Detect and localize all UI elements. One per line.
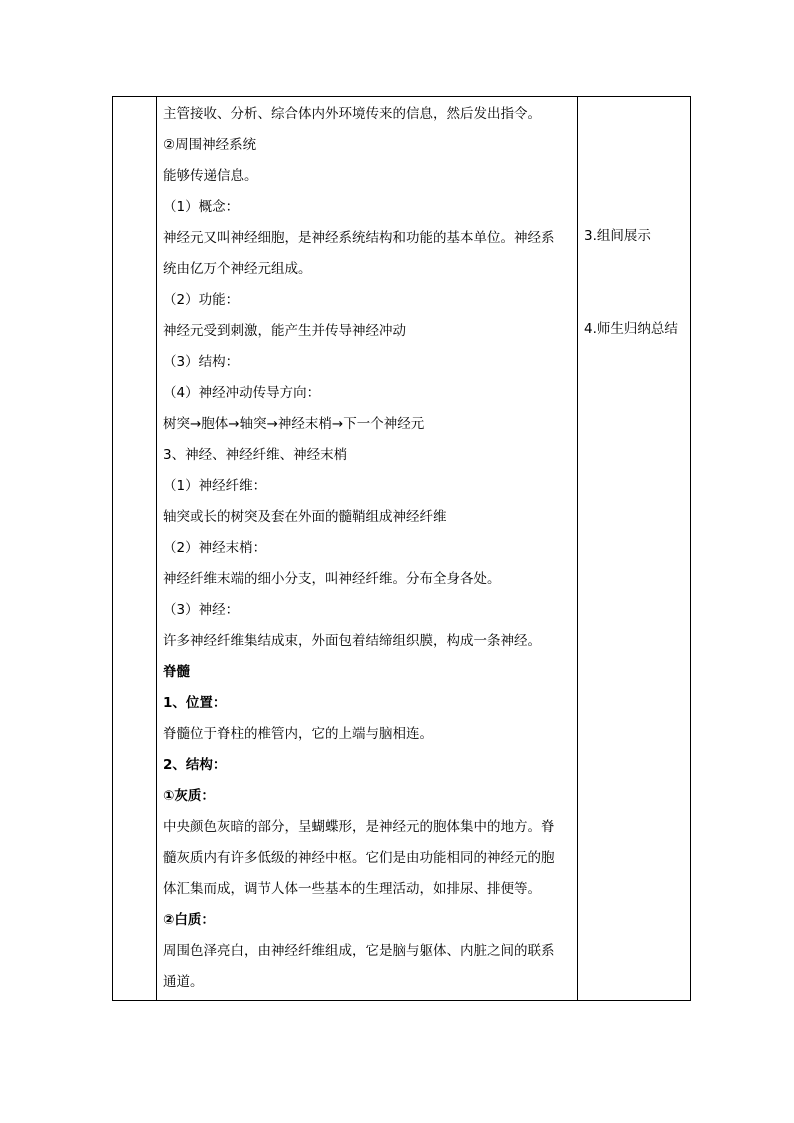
text-line: （1）神经纤维：	[163, 478, 267, 494]
left-column	[113, 97, 157, 1001]
text-line: 统由亿万个神经元组成。	[163, 261, 312, 277]
text-line: 体汇集而成，调节人体一些基本的生理活动，如排尿、排便等。	[163, 881, 541, 897]
text-line: ②周围神经系统	[163, 137, 257, 153]
text-line: 脊髓位于脊柱的椎管内，它的上端与脑相连。	[163, 726, 433, 742]
content-body	[157, 97, 577, 998]
text-line: 许多神经纤维集结成束，外面包着结缔组织膜，构成一条神经。	[163, 633, 541, 649]
text-line: 髓灰质内有许多低级的神经中枢。它们是由功能相同的神经元的胞	[163, 850, 555, 866]
text-line: 轴突或长的树突及套在外面的髓鞘组成神经纤维	[163, 509, 447, 525]
text-line: 通道。	[163, 974, 204, 990]
text-line: 主管接收、分析、综合体内外环境传来的信息，然后发出指令。	[163, 106, 541, 122]
text-line: （4）神经冲动传导方向：	[163, 385, 321, 401]
notes-column	[578, 97, 691, 1001]
notes-body	[578, 97, 690, 345]
text-line: 树突→胞体→轴突→神经末梢→下一个神经元	[163, 416, 425, 432]
text-line: 神经纤维末端的细小分支，叫神经纤维。分布全身各处。	[163, 571, 501, 587]
section-heading: ①灰质：	[163, 788, 215, 804]
section-heading: 脊髓	[163, 664, 190, 680]
lesson-table	[112, 96, 691, 1001]
text-line: 3、神经、神经纤维、神经末梢	[163, 447, 348, 463]
section-heading: ②白质：	[163, 912, 215, 928]
content-column	[157, 97, 578, 1001]
text-line: （3）结构：	[163, 354, 240, 370]
note-group-presentation: 3.组间展示	[584, 228, 651, 244]
text-line: （2）神经末梢：	[163, 540, 267, 556]
text-line: 周围色泽亮白，由神经纤维组成，它是脑与躯体、内脏之间的联系	[163, 943, 555, 959]
text-line: （1）概念：	[163, 199, 240, 215]
text-line: 中央颜色灰暗的部分，呈蝴蝶形，是神经元的胞体集中的地方。脊	[163, 819, 555, 835]
note-teacher-student-summary: 4.师生归纳总结	[584, 321, 678, 337]
text-line: （2）功能：	[163, 292, 240, 308]
section-heading: 1、位置：	[163, 695, 227, 711]
text-line: 神经元受到刺激，能产生并传导神经冲动	[163, 323, 406, 339]
text-line: 能够传递信息。	[163, 168, 258, 184]
text-line: （3）神经：	[163, 602, 240, 618]
section-heading: 2、结构：	[163, 757, 227, 773]
text-line: 神经元又叫神经细胞，是神经系统结构和功能的基本单位。神经系	[163, 230, 555, 246]
